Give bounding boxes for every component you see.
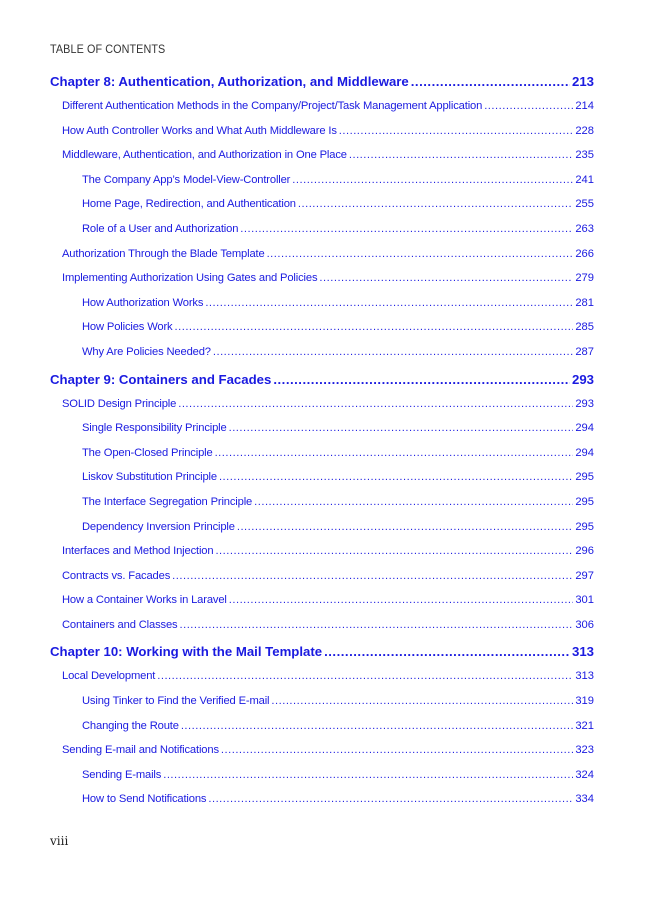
toc-subsection-link[interactable] [50, 315, 594, 340]
toc-entry-title: Sending E-mail and Notifications [62, 744, 219, 757]
toc-entry-page: 281 [575, 296, 594, 309]
toc-dot-leader [229, 416, 574, 441]
toc-section-link[interactable] [50, 539, 594, 564]
toc-subsection-link[interactable] [50, 490, 594, 515]
toc-dot-leader [484, 94, 573, 119]
toc-section-link[interactable] [50, 664, 594, 689]
toc-entry-title: Implementing Authorization Using Gates and Policies [62, 272, 318, 285]
toc-section-link[interactable] [50, 119, 594, 144]
toc-entry-page: 295 [575, 471, 594, 484]
toc-entry-page: 323 [575, 744, 594, 757]
page-number: viii [50, 834, 69, 848]
table-of-contents [50, 70, 594, 812]
toc-entry-title: Chapter 10: Working with the Mail Template [50, 644, 323, 660]
toc-entry-title: The Company App’s Model-View-Controller [82, 173, 291, 186]
toc-section-link[interactable] [50, 242, 594, 267]
toc-entry-page: 297 [575, 569, 594, 582]
toc-entry-page: 266 [575, 247, 594, 260]
toc-subsection-link[interactable] [50, 515, 594, 540]
toc-entry-page: 228 [575, 124, 594, 137]
toc-dot-leader [237, 515, 573, 540]
running-header: TABLE OF CONTENTS [50, 42, 166, 56]
toc-subsection-link[interactable] [50, 192, 594, 217]
toc-entry-title: Chapter 8: Authentication, Authorization, and Middleware [50, 74, 409, 89]
toc-dot-leader [349, 143, 573, 168]
toc-dot-leader [319, 266, 573, 291]
toc-dot-leader [175, 315, 574, 340]
toc-section-link[interactable] [50, 588, 594, 613]
toc-dot-leader [240, 217, 573, 242]
toc-dot-leader [219, 465, 573, 490]
toc-section-link[interactable] [50, 564, 594, 589]
toc-entry-title: How a Container Works in Laravel [62, 594, 227, 607]
toc-entry-page: 213 [571, 74, 594, 89]
toc-entry-page: 334 [575, 793, 594, 806]
toc-subsection-link[interactable] [50, 465, 594, 490]
toc-entry-title: Sending E-mails [82, 768, 162, 781]
toc-entry-title: Why Are Policies Needed? [82, 345, 211, 358]
toc-entry-title: Local Development [62, 670, 156, 683]
toc-dot-leader [221, 738, 573, 763]
toc-entry-title: Middleware, Authentication, and Authorization in One Place [62, 149, 347, 162]
toc-entry-title: Chapter 9: Containers and Facades [50, 371, 272, 387]
toc-entry-page: 295 [575, 520, 594, 533]
toc-entry-title: Containers and Classes [62, 618, 178, 631]
toc-section-link[interactable] [50, 392, 594, 417]
toc-section-link[interactable] [50, 738, 594, 763]
toc-section-link[interactable] [50, 94, 594, 119]
toc-dot-leader [271, 689, 573, 714]
toc-subsection-link[interactable] [50, 714, 594, 739]
toc-entry-page: 241 [575, 173, 594, 186]
toc-subsection-link[interactable] [50, 291, 594, 316]
toc-dot-leader [205, 291, 573, 316]
toc-entry-title: Dependency Inversion Principle [82, 520, 235, 533]
toc-dot-leader [339, 119, 574, 144]
toc-subsection-link[interactable] [50, 217, 594, 242]
toc-entry-title: Authorization Through the Blade Template [62, 247, 265, 260]
toc-chapter-link[interactable] [50, 640, 594, 664]
toc-subsection-link[interactable] [50, 689, 594, 714]
toc-dot-leader [181, 714, 574, 739]
toc-dot-leader [157, 664, 573, 689]
toc-entry-page: 313 [571, 644, 594, 660]
toc-entry-title: The Interface Segregation Principle [82, 495, 253, 508]
toc-dot-leader [213, 340, 573, 365]
toc-dot-leader [215, 441, 574, 466]
toc-dot-leader [254, 490, 573, 515]
toc-entry-title: Home Page, Redirection, and Authentication [82, 198, 296, 211]
toc-subsection-link[interactable] [50, 168, 594, 193]
toc-entry-page: 313 [575, 670, 594, 683]
toc-subsection-link[interactable] [50, 340, 594, 365]
toc-entry-page: 214 [575, 100, 594, 112]
toc-entry-page: 295 [575, 495, 594, 508]
toc-subsection-link[interactable] [50, 441, 594, 466]
toc-entry-page: 294 [575, 446, 594, 459]
toc-entry-title: Using Tinker to Find the Verified E-mail [82, 695, 270, 708]
toc-entry-title: Single Responsibility Principle [82, 422, 227, 435]
toc-subsection-link[interactable] [50, 416, 594, 441]
toc-dot-leader [163, 763, 573, 788]
toc-entry-title: How Authorization Works [82, 296, 204, 309]
toc-entry-page: 294 [575, 422, 594, 435]
toc-entry-title: Different Authentication Methods in the Company/Project/Task Management Application [62, 100, 483, 112]
toc-entry-page: 301 [575, 594, 594, 607]
toc-chapter-link[interactable] [50, 368, 594, 392]
toc-entry-page: 319 [575, 695, 594, 708]
toc-dot-leader [179, 613, 573, 638]
toc-dot-leader [178, 392, 573, 417]
toc-dot-leader [298, 192, 573, 217]
toc-entry-title: Contracts vs. Facades [62, 569, 171, 582]
toc-entry-page: 306 [575, 618, 594, 631]
toc-entry-page: 255 [575, 198, 594, 211]
toc-entry-page: 296 [575, 545, 594, 558]
toc-entry-page: 321 [575, 719, 594, 732]
toc-subsection-link[interactable] [50, 787, 594, 812]
toc-entry-page: 263 [575, 222, 594, 235]
toc-entry-title: How Auth Controller Works and What Auth Middleware Is [62, 124, 337, 137]
toc-subsection-link[interactable] [50, 763, 594, 788]
toc-entry-title: Liskov Substitution Principle [82, 471, 217, 484]
toc-section-link[interactable] [50, 613, 594, 638]
toc-dot-leader [267, 242, 574, 267]
toc-entry-page: 324 [575, 768, 594, 781]
toc-entry-title: Interfaces and Method Injection [62, 545, 214, 558]
toc-entry-title: How Policies Work [82, 321, 173, 334]
toc-dot-leader [273, 368, 570, 392]
toc-entry-page: 235 [575, 149, 594, 162]
toc-entry-title: How to Send Notifications [82, 793, 207, 806]
toc-dot-leader [411, 70, 570, 94]
toc-dot-leader [208, 787, 573, 812]
toc-entry-page: 293 [575, 397, 594, 410]
toc-entry-title: SOLID Design Principle [62, 397, 177, 410]
toc-entry-title: Role of a User and Authorization [82, 222, 239, 235]
toc-dot-leader [324, 640, 570, 664]
toc-dot-leader [292, 168, 573, 193]
toc-entry-title: The Open-Closed Principle [82, 446, 213, 459]
toc-section-link[interactable] [50, 266, 594, 291]
toc-entry-page: 287 [575, 345, 594, 358]
toc-dot-leader [229, 588, 574, 613]
toc-entry-page: 279 [575, 272, 594, 285]
toc-entry-page: 285 [575, 321, 594, 334]
toc-chapter-link[interactable] [50, 70, 594, 94]
toc-entry-title: Changing the Route [82, 719, 179, 732]
toc-entry-page: 293 [571, 371, 594, 387]
toc-dot-leader [215, 539, 573, 564]
toc-dot-leader [172, 564, 573, 589]
toc-section-link[interactable] [50, 143, 594, 168]
